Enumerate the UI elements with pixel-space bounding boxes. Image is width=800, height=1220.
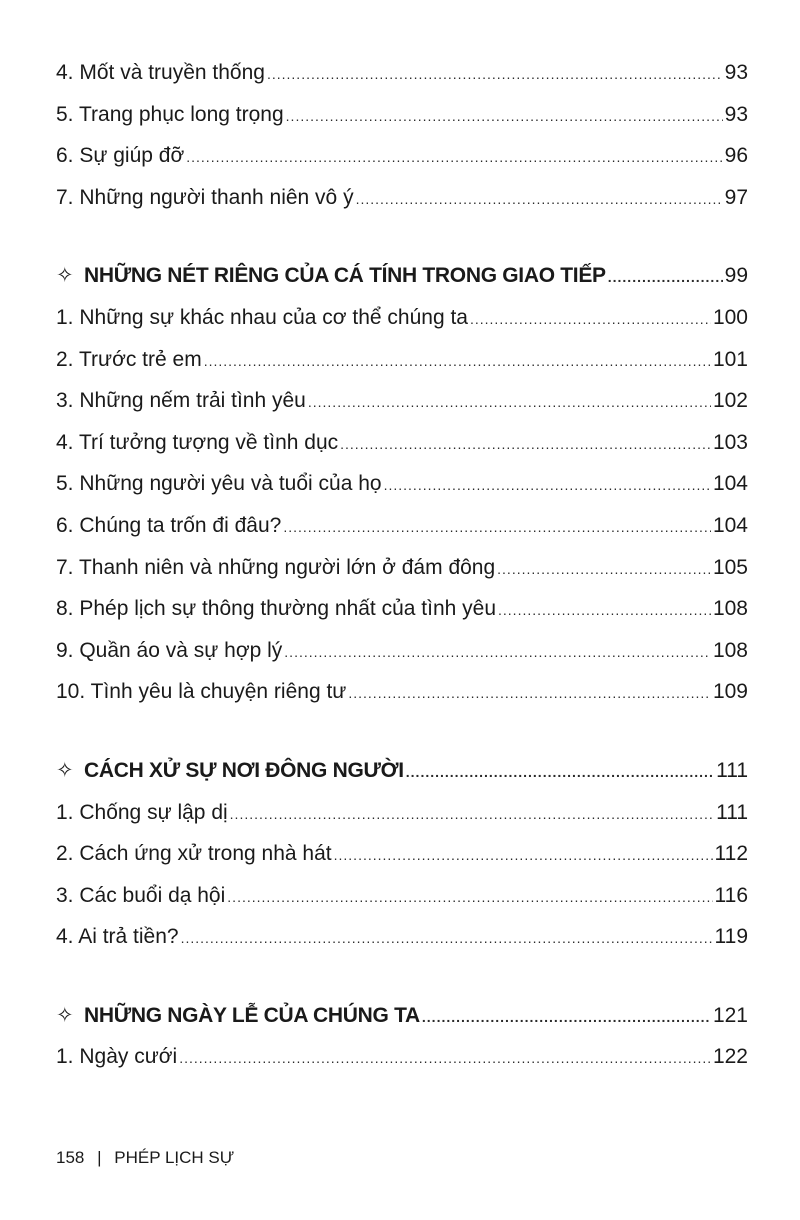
toc-entry-label: 3. Các buổi dạ hội bbox=[56, 883, 226, 907]
toc-entry-page: 111 bbox=[716, 800, 748, 824]
toc-entry-label: 6. Sự giúp đỡ bbox=[56, 144, 185, 168]
toc-entry-page: 97 bbox=[724, 185, 748, 209]
toc-chapter-heading[interactable] bbox=[56, 750, 748, 792]
sparkle-icon: ✧ bbox=[56, 264, 74, 288]
toc-entry-label: 7. Thanh niên và những người lớn ở đám đông bbox=[56, 555, 496, 579]
dot-leader bbox=[422, 997, 711, 1039]
sparkle-icon: ✧ bbox=[56, 1003, 74, 1027]
dot-leader bbox=[356, 179, 723, 221]
toc-entry-page: 108 bbox=[712, 597, 748, 621]
toc-entry-page: 105 bbox=[712, 555, 748, 579]
toc-entry-page: 104 bbox=[712, 472, 748, 496]
toc-entry[interactable] bbox=[56, 380, 748, 422]
toc-entry[interactable] bbox=[56, 505, 748, 547]
toc-entry-page: 119 bbox=[714, 925, 748, 949]
dot-leader bbox=[286, 96, 723, 138]
toc-entry-page: 109 bbox=[712, 680, 748, 704]
page-number: 158 bbox=[56, 1148, 85, 1167]
dot-leader bbox=[497, 549, 711, 591]
toc-entry[interactable] bbox=[56, 630, 748, 672]
dot-leader bbox=[179, 1038, 711, 1080]
toc-entry[interactable] bbox=[56, 916, 748, 958]
dot-leader bbox=[181, 918, 713, 960]
dot-leader bbox=[186, 137, 722, 179]
dot-leader bbox=[267, 54, 723, 96]
toc-entry-label: 10. Tình yêu là chuyện riêng tư bbox=[56, 680, 347, 704]
dot-leader bbox=[470, 299, 711, 341]
toc-entry-label: 3. Những nếm trải tình yêu bbox=[56, 389, 306, 413]
toc-entry[interactable] bbox=[56, 1036, 748, 1078]
toc-section bbox=[56, 255, 748, 713]
toc-entry[interactable] bbox=[56, 135, 748, 177]
toc-heading-label bbox=[56, 255, 606, 297]
toc-entry-label: 1. Ngày cưới bbox=[56, 1045, 178, 1069]
dot-leader bbox=[498, 590, 711, 632]
toc-heading-page: 99 bbox=[724, 264, 748, 288]
toc-entry-page: 122 bbox=[712, 1045, 748, 1069]
book-title: PHÉP LỊCH SỰ bbox=[114, 1148, 235, 1167]
toc-entry[interactable] bbox=[56, 297, 748, 339]
toc-entry[interactable] bbox=[56, 463, 748, 505]
toc-section bbox=[56, 52, 748, 218]
toc-entry-page: 96 bbox=[724, 144, 748, 168]
toc-entry-label: 5. Trang phục long trọng bbox=[56, 102, 284, 126]
dot-leader bbox=[308, 382, 711, 424]
toc-chapter-heading[interactable] bbox=[56, 995, 748, 1037]
toc-heading-page: 121 bbox=[712, 1003, 748, 1027]
toc-entry-page: 112 bbox=[714, 842, 748, 866]
toc-entry[interactable] bbox=[56, 792, 748, 834]
dot-leader bbox=[348, 673, 711, 715]
toc-entry-label: 4. Mốt và truyền thống bbox=[56, 61, 265, 84]
toc-entry-page: 93 bbox=[724, 102, 748, 126]
toc-entry-label: 1. Những sự khác nhau của cơ thể chúng ta bbox=[56, 305, 468, 329]
toc-heading-text: NHỮNG NGÀY LỄ CỦA CHÚNG TA bbox=[84, 1003, 420, 1027]
toc-chapter-heading[interactable] bbox=[56, 255, 748, 297]
toc-heading-page: 111 bbox=[716, 758, 748, 782]
dot-leader bbox=[227, 877, 712, 919]
toc-entry-label: 6. Chúng ta trốn đi đâu? bbox=[56, 513, 282, 537]
dot-leader bbox=[283, 507, 711, 549]
table-of-contents bbox=[56, 52, 748, 1115]
sparkle-icon: ✧ bbox=[56, 758, 74, 782]
dot-leader bbox=[204, 341, 711, 383]
toc-entry-label: 5. Những người yêu và tuổi của họ bbox=[56, 472, 382, 496]
toc-entry-page: 116 bbox=[714, 883, 748, 907]
toc-section bbox=[56, 750, 748, 958]
toc-heading-text: CÁCH XỬ SỰ NƠI ĐÔNG NGƯỜI bbox=[84, 758, 404, 782]
dot-leader bbox=[384, 465, 711, 507]
toc-entry-page: 103 bbox=[712, 430, 748, 454]
toc-entry-page: 102 bbox=[712, 389, 748, 413]
toc-entry-label: 1. Chống sự lập dị bbox=[56, 800, 228, 824]
toc-entry-page: 108 bbox=[712, 638, 748, 662]
dot-leader bbox=[284, 632, 711, 674]
toc-entry-label: 4. Ai trả tiền? bbox=[56, 925, 179, 949]
dot-leader bbox=[608, 257, 723, 299]
toc-entry[interactable] bbox=[56, 547, 748, 589]
toc-entry[interactable] bbox=[56, 94, 748, 136]
toc-entry-page: 93 bbox=[724, 61, 748, 84]
toc-entry-page: 104 bbox=[712, 513, 748, 537]
toc-section bbox=[56, 995, 748, 1078]
toc-entry[interactable] bbox=[56, 422, 748, 464]
dot-leader bbox=[230, 794, 714, 836]
toc-entry-page: 101 bbox=[712, 347, 748, 371]
dot-leader bbox=[340, 424, 711, 466]
toc-entry-label: 2. Trước trẻ em bbox=[56, 347, 202, 371]
page-footer bbox=[56, 1148, 234, 1168]
footer-separator: | bbox=[97, 1148, 102, 1167]
toc-entry[interactable] bbox=[56, 671, 748, 713]
dot-leader bbox=[334, 835, 713, 877]
toc-heading-label bbox=[56, 750, 404, 792]
toc-entry[interactable] bbox=[56, 875, 748, 917]
toc-entry[interactable] bbox=[56, 588, 748, 630]
toc-entry-label: 2. Cách ứng xử trong nhà hát bbox=[56, 842, 332, 866]
toc-entry[interactable] bbox=[56, 52, 748, 94]
toc-entry[interactable] bbox=[56, 177, 748, 219]
toc-entry[interactable] bbox=[56, 833, 748, 875]
toc-entry-label: 9. Quần áo và sự hợp lý bbox=[56, 638, 283, 662]
dot-leader bbox=[406, 752, 714, 794]
toc-heading-label bbox=[56, 995, 420, 1037]
toc-entry-label: 7. Những người thanh niên vô ý bbox=[56, 185, 354, 209]
toc-heading-text: NHỮNG NÉT RIÊNG CỦA CÁ TÍNH TRONG GIAO TIẾP bbox=[84, 264, 606, 288]
toc-entry[interactable] bbox=[56, 339, 748, 381]
toc-entry-page: 100 bbox=[712, 305, 748, 329]
toc-entry-label: 8. Phép lịch sự thông thường nhất của tình yêu bbox=[56, 597, 497, 621]
toc-entry-label: 4. Trí tưởng tượng về tình dục bbox=[56, 430, 339, 454]
